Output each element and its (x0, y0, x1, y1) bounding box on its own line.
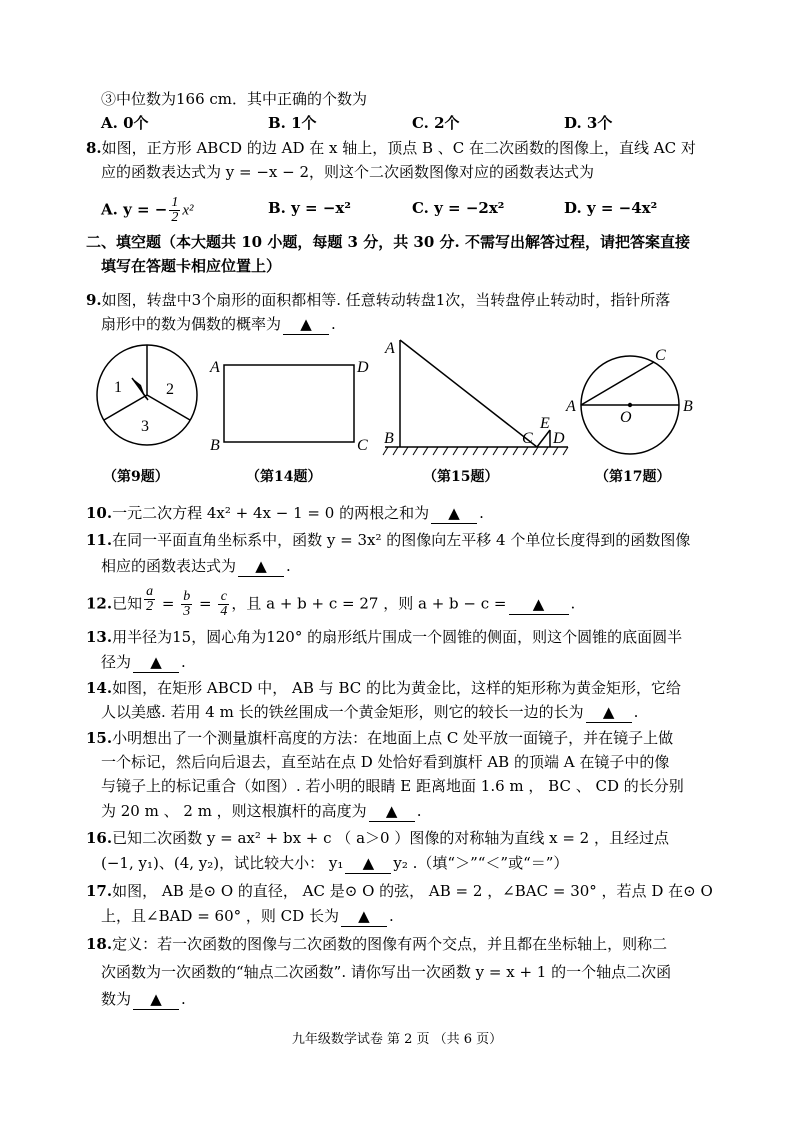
fig9-label-2: 2 (166, 381, 174, 398)
q18-answer-blank[interactable]: ▲ (133, 989, 179, 1010)
q16-text-1: 已知二次函数 y = ax² + bx + c （ a＞0 ）图像的对称轴为直线 x = 2 ，且经过点 (112, 829, 669, 847)
q18-text-2: 次函数为一次函数的“轴点二次函数”. 请你写出一次函数 y = x + 1 的一个轴点二次函 (101, 963, 672, 981)
fig17-label-c: C (655, 347, 666, 364)
q13-text-1: 用半径为15，圆心角为120° 的扇形纸片围成一个圆锥的侧面，则这个圆锥的底面圆半 (112, 628, 683, 646)
q12-answer-blank[interactable]: ▲ (509, 594, 569, 615)
fig15-label-e: E (540, 415, 550, 432)
fig14-label-c: C (357, 437, 368, 454)
q15-text-2: 一个标记，然后向后退去，直至站在点 D 处恰好看到旗杆 AB 的顶端 A 在镜子中的像 (101, 753, 670, 771)
q14-text-1: 如图，在矩形 ABCD 中， AB 与 BC 的比为黄金比，这样的矩形称为黄金矩形，它给 (112, 679, 681, 697)
q8-text-2: 应的函数表达式为 y = −x − 2，则这个二次函数图像对应的函数表达式为 (101, 163, 595, 181)
q8-option-a: A. y = − $\frac{1}{2}$ x² (101, 195, 194, 225)
section2-line2: 填写在答题卡相应位置上） (101, 257, 282, 275)
q7-option-d: D. 3个 (564, 114, 613, 132)
fig14-label-b: B (210, 437, 220, 454)
fig17-label-a: A (566, 398, 576, 415)
figure-14-rectangle (209, 359, 369, 454)
q14-answer-blank[interactable]: ▲ (586, 702, 632, 723)
fig17-caption: （第17题） (595, 469, 671, 485)
section2-line1: 二、填空题（本大题共 10 小题，每题 3 分，共 30 分. 不需写出解答过程，请把答案直接 (86, 233, 690, 251)
page-footer: 九年级数学试卷 第 2 页 （共 6 页） (291, 1032, 503, 1047)
figure-17-circle (565, 347, 693, 454)
q8-option-c: C. y = −2x² (412, 199, 505, 217)
q11-answer-blank[interactable]: ▲ (238, 556, 284, 577)
q9-text-2: 扇形中的数为偶数的概率为 (101, 315, 282, 333)
q8-number: 8. (86, 139, 102, 157)
q11-text-2: 相应的函数表达式为 (101, 557, 237, 575)
q17-answer-blank[interactable]: ▲ (341, 906, 387, 927)
fig9-label-3: 3 (141, 418, 149, 435)
q18-text-1: 定义：若一次函数的图像与二次函数的图像有两个交点，并且都在坐标轴上，则称二 (112, 935, 668, 953)
q17-text-2: 上，且∠BAD = 60° ，则 CD 长为 (101, 907, 339, 925)
figure-9-spinner (97, 345, 197, 445)
q15-text-1: 小明想出了一个测量旗杆高度的方法：在地面上点 C 处平放一面镜子，并在镜子上做 (112, 729, 674, 747)
fig15-caption: （第15题） (423, 469, 499, 485)
q8-option-d: D. y = −4x² (564, 199, 658, 217)
q15-text-3: 与镜子上的标记重合（如图）. 若小明的眼睛 E 距离地面 1.6 m ， BC 、 CD 的长分别 (101, 777, 684, 795)
fig17-label-o: O (620, 409, 632, 426)
q16-text-2a: (−1, y₁)、(4, y₂)，试比较大小： y₁ (101, 854, 344, 872)
figure-15-flagpole (383, 340, 568, 455)
q17-text-1: 如图， AB 是⊙ O 的直径， AC 是⊙ O 的弦， AB = 2 ，∠BAC = 30° ，若点 D 在⊙ O (112, 882, 713, 900)
fig9-label-1: 1 (114, 379, 122, 396)
fig15-label-a: A (385, 340, 395, 357)
q12: 12.已知 $\frac{a}{2}$ = $\frac{b}{3}$ = $\frac{c}{4}$ ，且 a + b + c = 27 ，则 a + b − c = ▲ . (86, 584, 576, 619)
q7-option-b: B. 1个 (268, 114, 317, 132)
q8-text-1: 如图，正方形 ABCD 的边 AD 在 x 轴上，顶点 B 、C 在二次函数的图像上，直线 AC 对 (101, 139, 696, 157)
fig9-caption: （第9题） (103, 469, 169, 485)
figures-area (0, 0, 794, 470)
q10-text: 一元二次方程 4x² + 4x − 1 = 0 的两根之和为 (112, 504, 430, 522)
fig15-label-b: B (384, 430, 394, 447)
q10-answer-blank[interactable]: ▲ (431, 503, 477, 524)
q7-tail-text: ③中位数为166 cm．其中正确的个数为 (101, 90, 368, 108)
q8-option-b: B. y = −x² (268, 199, 351, 217)
center-dot-icon (628, 403, 632, 407)
q15-text-4: 为 20 m 、 2 m ，则这根旗杆的高度为 (101, 802, 367, 820)
q11-text-1: 在同一平面直角坐标系中，函数 y = 3x² 的图像向左平移 4 个单位长度得到的函数图像 (112, 531, 691, 549)
q9-number: 9. (86, 291, 102, 309)
q14-text-2: 人以美感. 若用 4 m 长的铁丝围成一个黄金矩形，则它的较长一边的长为 (101, 703, 584, 721)
q7-option-c: C. 2个 (412, 114, 460, 132)
q7-option-a: A. 0个 (101, 114, 149, 132)
q15-answer-blank[interactable]: ▲ (369, 801, 415, 822)
q9-text-1: 如图，转盘中3个扇形的面积都相等. 任意转动转盘1次，当转盘停止转动时，指针所落 (101, 291, 671, 309)
fig17-label-b: B (683, 398, 693, 415)
q9-answer-blank[interactable]: ▲ (283, 314, 329, 335)
q13-answer-blank[interactable]: ▲ (133, 652, 179, 673)
fig14-label-d: D (357, 359, 369, 376)
q12-text: ，且 a + b + c = 27 ，则 a + b − c = (231, 594, 507, 613)
fig14-label-a: A (210, 359, 220, 376)
q16-answer-blank[interactable]: ▲ (345, 853, 391, 874)
fig14-caption: （第14题） (246, 469, 322, 485)
fig15-label-c: C (522, 430, 533, 447)
fig15-label-d: D (553, 430, 565, 447)
q16-text-2b: y₂ .（填“＞”“＜”或“＝”） (393, 854, 569, 872)
